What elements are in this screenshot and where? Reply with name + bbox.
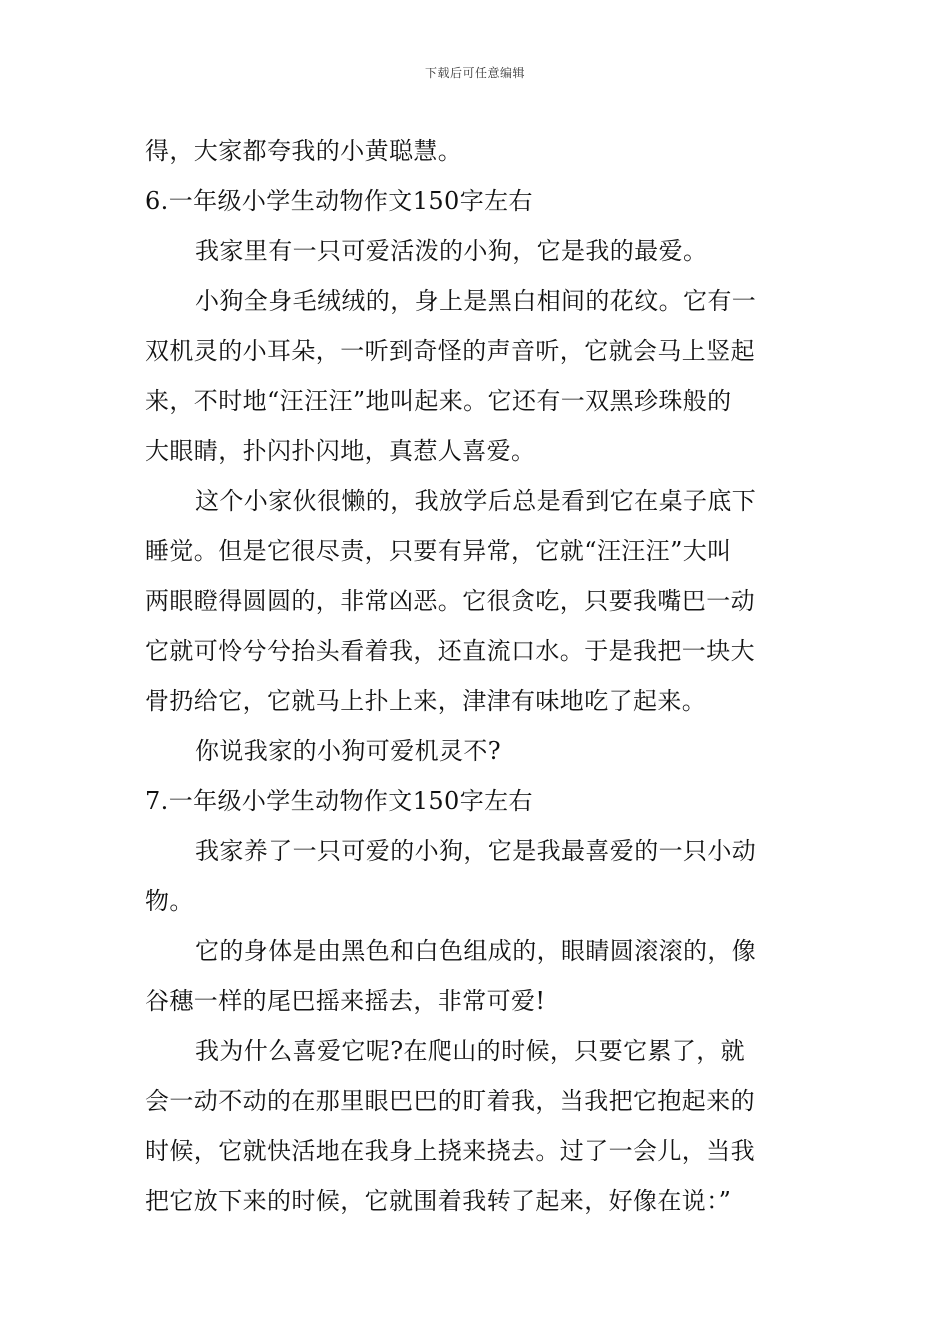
text-line: 我家里有一只可爱活泼的小狗，它是我的最爱。: [195, 237, 708, 265]
section-heading: 6.一年级小学生动物作文150字左右: [145, 187, 533, 215]
document-body: [145, 126, 815, 1226]
text-line: 得，大家都夸我的小黄聪慧。: [145, 137, 463, 165]
text-line: 会一动不动的在那里眼巴巴的盯着我，当我把它抱起来的: [145, 1087, 755, 1115]
text-line: 来，不时地“汪汪汪”地叫起来。它还有一双黑珍珠般的: [145, 387, 732, 415]
text-line: 两眼瞪得圆圆的，非常凶恶。它很贪吃，只要我嘴巴一动: [145, 587, 755, 615]
page-header-note: 下载后可任意编辑: [424, 66, 525, 80]
text-line: 时候，它就快活地在我身上挠来挠去。过了一会儿，当我: [145, 1137, 755, 1165]
text-line: 物。: [145, 887, 194, 915]
section-heading: 7.一年级小学生动物作文150字左右: [145, 787, 533, 815]
text-line: 它的身体是由黑色和白色组成的，眼睛圆滚滚的，像: [195, 937, 757, 965]
text-line: 双机灵的小耳朵，一听到奇怪的声音听，它就会马上竖起: [145, 337, 755, 365]
text-line: 睡觉。但是它很尽责，只要有异常，它就“汪汪汪”大叫: [145, 537, 732, 565]
text-line: 谷穗一样的尾巴摇来摇去，非常可爱!: [145, 987, 546, 1015]
text-line: 它就可怜兮兮抬头看着我，还直流口水。于是我把一块大: [145, 637, 755, 665]
text-line: 大眼睛，扑闪扑闪地，真惹人喜爱。: [145, 437, 536, 465]
text-line: 我为什么喜爱它呢?在爬山的时候，只要它累了，就: [195, 1037, 746, 1065]
text-line: 骨扔给它，它就马上扑上来，津津有味地吃了起来。: [145, 687, 707, 715]
text-line: 这个小家伙很懒的，我放学后总是看到它在桌子底下: [195, 487, 757, 515]
text-line: 把它放下来的时候，它就围着我转了起来，好像在说：”: [145, 1187, 732, 1215]
text-line: 我家养了一只可爱的小狗，它是我最喜爱的一只小动: [195, 837, 757, 865]
text-line: 你说我家的小狗可爱机灵不?: [195, 737, 502, 765]
text-line: 小狗全身毛绒绒的，身上是黑白相间的花纹。它有一: [195, 287, 757, 315]
